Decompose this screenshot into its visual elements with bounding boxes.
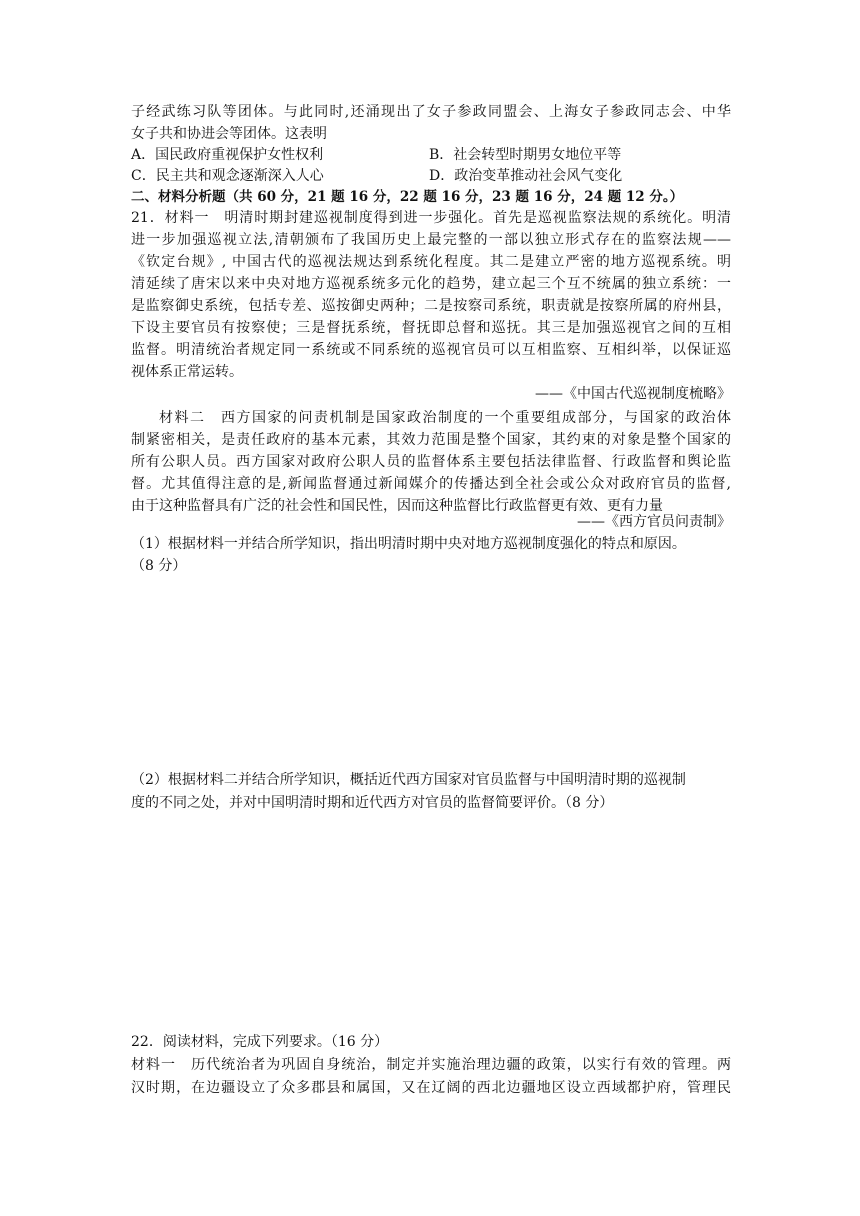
q22-heading: 22．阅读材料，完成下列要求。（16 分）	[131, 1034, 389, 1050]
q20-option-c: C．民主共和观念逐渐深入人心	[131, 168, 324, 184]
q20-option-d: D．政治变革推动社会风气变化	[429, 168, 623, 184]
q21-material1-line: 下设主要官员有按察使；三是督抚系统，督抚即总督和巡抚。其三是加强巡视官之间的互相	[131, 320, 731, 336]
q21-material1-line: 视体系正常运转。	[131, 364, 243, 380]
q21-material2-line: 所有公职人员。西方国家对政府公职人员的监督体系主要包括法律监督、行政监督和舆论监	[131, 454, 731, 470]
q21-material1-line: 是监察御史系统，包括专差、巡按御史两种；二是按察司系统，职责就是按察所属的府州县，	[131, 298, 731, 314]
section-heading: 二、材料分析题（共 60 分，21 题 16 分，22 题 16 分，23 题 16 分，24 题 12 分。）	[131, 189, 684, 205]
q21-material1-line: 清延续了唐宋以来中央对地方巡视系统多元化的趋势，建立起三个互不统属的独立系统：一	[131, 276, 731, 292]
q21-material2-line: 材料二 西方国家的问责机制是国家政治制度的一个重要组成部分，与国家的政治体	[159, 410, 731, 426]
q20-stem-line: 女子共和协进会等团体。这表明	[131, 126, 327, 142]
q21-material2-line: 由于这种监督具有广泛的社会性和国民性，因而这种监督比行政监督更有效、更有力量	[131, 498, 663, 514]
q22-material1-line: 材料一 历代统治者为巩固自身统治，制定并实施治理边疆的政策，以实行有效的管理。两	[131, 1057, 731, 1073]
q21-material2-source: ——《西方官员问责制》	[577, 514, 731, 530]
q21-material1-source: ——《中国古代巡视制度梳略》	[535, 386, 731, 402]
q21-sub1-prompt: （1）根据材料一并结合所学知识，指出明清时期中央对地方巡视制度强化的特点和原因。	[131, 536, 686, 552]
q21-sub2-prompt: （2）根据材料二并结合所学知识，概括近代西方国家对官员监督与中国明清时期的巡视制	[131, 772, 686, 788]
q20-option-a: A．国民政府重视保护女性权利	[131, 147, 324, 163]
q21-sub1-prompt: （8 分）	[131, 558, 187, 574]
q22-material1-line: 汉时期，在边疆设立了众多郡县和属国，又在辽阔的西北边疆地区设立西域都护府，管理民	[131, 1080, 731, 1096]
q21-material1-line: 《钦定台规》, 中国古代的巡视法规达到系统化程度。其二是建立严密的地方巡视系统。明	[131, 254, 731, 270]
q21-material1-line: 监督。明清统治者规定同一系统或不同系统的巡视官员可以互相监察、互相纠举，以保证巡	[131, 342, 731, 358]
q21-material2-line: 制紧密相关，是责任政府的基本元素，其效力范围是整个国家，其约束的对象是整个国家的	[131, 432, 731, 448]
q20-stem-line: 子经武练习队等团体。与此同时,还涌现出了女子参政同盟会、上海女子参政同志会、中华	[131, 104, 731, 120]
q20-option-b: B．社会转型时期男女地位平等	[429, 147, 622, 163]
q21-material2-line: 督。尤其值得注意的是,新闻监督通过新闻媒介的传播达到全社会或公众对政府官员的监督,	[131, 476, 731, 492]
q21-material1-line: 进一步加强巡视立法,清朝颁布了我国历史上最完整的一部以独立形式存在的监察法规——	[131, 232, 731, 248]
q21-material1-line: 21．材料一 明清时期封建巡视制度得到进一步强化。首先是巡视监察法规的系统化。明清	[131, 210, 731, 226]
q21-sub2-prompt: 度的不同之处，并对中国明清时期和近代西方对官员的监督简要评价。（8 分）	[131, 795, 614, 811]
